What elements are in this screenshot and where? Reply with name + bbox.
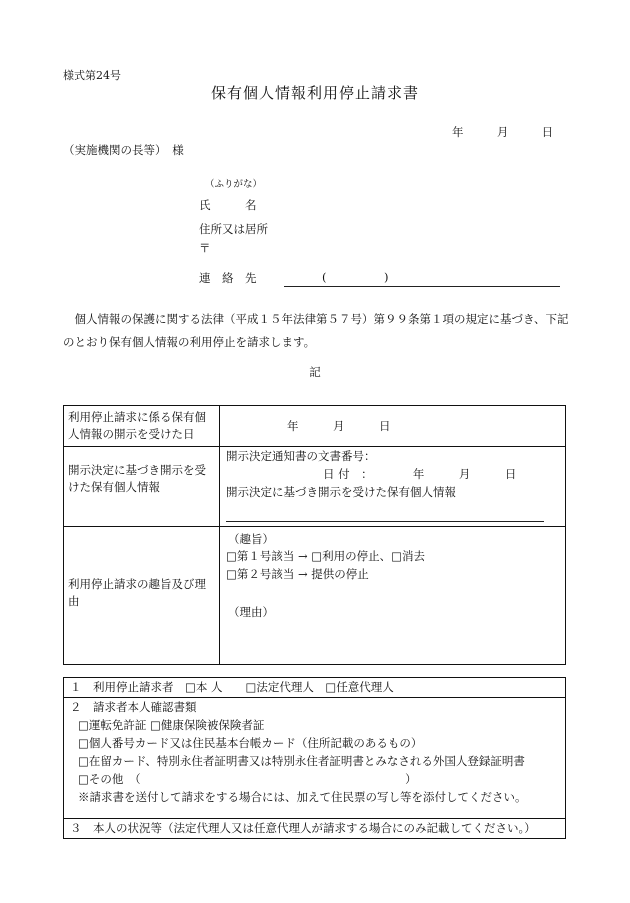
table-row-divider bbox=[64, 446, 565, 447]
purpose-heading: （趣旨） bbox=[228, 532, 274, 546]
disclosure-date-value[interactable]: 年 月 日 bbox=[287, 419, 391, 433]
page-title: 保有個人情報利用停止請求書 bbox=[210, 84, 419, 102]
requester-info-table bbox=[63, 677, 566, 839]
id-document-option[interactable]: □在留カード、特別永住者証明書又は特別永住者証明書とみなされる外国人登録証明書 bbox=[78, 754, 525, 768]
request-statement: 個人情報の保護に関する法律（平成１５年法律第５７号）第９９条第１項の規定に基づき、下記のとおり保有個人情報の利用停止を請求します。 bbox=[63, 312, 569, 349]
request-details-table bbox=[63, 405, 566, 665]
id-document-other[interactable]: □その他 （ ） bbox=[78, 772, 417, 786]
id-documents-note: ※請求書を送付して請求をする場合には、加えて住民票の写し等を添付してください。 bbox=[78, 790, 527, 804]
date-year: 年 bbox=[452, 125, 464, 139]
table-row-divider bbox=[64, 818, 565, 819]
request-date bbox=[452, 127, 553, 139]
purpose-option-2[interactable]: □第２号該当 → 提供の停止 bbox=[226, 567, 369, 581]
id-documents-heading: ２ 請求者本人確認書類 bbox=[70, 700, 197, 714]
date-day: 日 bbox=[541, 125, 554, 139]
id-document-option[interactable]: □運転免許証 □健康保険被保険者証 bbox=[78, 718, 265, 732]
ki-heading: 記 bbox=[309, 365, 321, 379]
table-row-divider bbox=[64, 697, 565, 698]
table-column-divider bbox=[219, 406, 220, 664]
postal-mark: 〒 bbox=[199, 241, 211, 255]
purpose-option-1[interactable]: □第１号該当 → □利用の停止、□消去 bbox=[226, 549, 426, 563]
notice-doc-number[interactable]: 開示決定通知書の文書番号： bbox=[226, 449, 376, 463]
furigana-label: （ふりがな） bbox=[205, 179, 263, 190]
contact-parens: ( ) bbox=[322, 270, 389, 284]
disclosed-info-label: 開示決定に基づき開示を受けた保有個人情報 bbox=[68, 463, 206, 494]
contact-field-line[interactable] bbox=[284, 286, 560, 287]
disclosed-info-text: 開示決定に基づき開示を受けた保有個人情報 bbox=[226, 485, 456, 499]
id-document-option[interactable]: □個人番号カード又は住民基本台帳カード（住所記載のあるもの） bbox=[78, 736, 423, 750]
disclosure-date-label: 利用停止請求に係る保有個人情報の開示を受けた日 bbox=[68, 410, 206, 441]
purpose-reason-label: 利用停止請求の趣旨及び理由 bbox=[68, 577, 206, 608]
date-month: 月 bbox=[496, 125, 509, 139]
requester-type-options[interactable]: １ 利用停止請求者 □本 人 □法定代理人 □任意代理人 bbox=[70, 680, 394, 694]
address-label: 住所又は居所 bbox=[199, 222, 268, 236]
name-label: 氏 名 bbox=[199, 198, 257, 212]
form-number: 様式第24号 bbox=[63, 69, 121, 82]
notice-date[interactable]: 日 付 ： 年 月 日 bbox=[323, 467, 517, 481]
reason-heading: （理由） bbox=[228, 605, 274, 619]
contact-label: 連 絡 先 bbox=[199, 271, 257, 285]
addressee: （実施機関の長等） 様 bbox=[63, 143, 184, 157]
principal-status-heading: ３ 本人の状況等（法定代理人又は任意代理人が請求する場合にのみ記載してください。） bbox=[70, 821, 536, 835]
table-row-divider bbox=[64, 526, 565, 527]
disclosed-info-field-line[interactable] bbox=[226, 521, 544, 522]
